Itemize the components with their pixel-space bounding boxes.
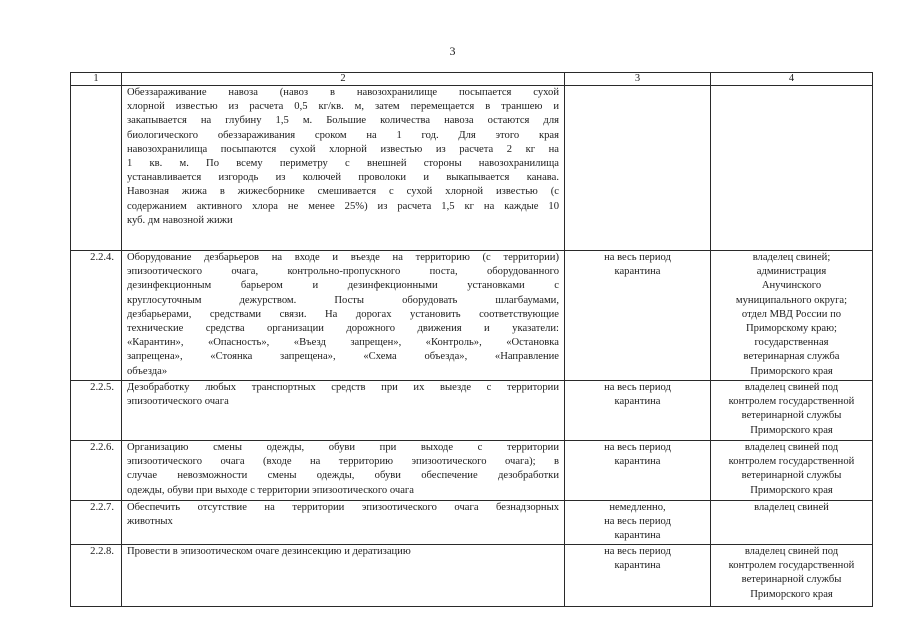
period-line: карантина (614, 266, 661, 278)
responsible-line: владелец свиней под (744, 382, 839, 393)
period-line: карантина (614, 560, 661, 572)
text-line: Навозная жижа в жижесборнике смешивается с сухой хлорной известью (с (127, 186, 559, 198)
responsible-line: владелец свиней; (752, 252, 831, 263)
text-line: Провести в эпизоотическом очаге дезинсекцию и дератизацию (127, 546, 411, 557)
responsible-line: Анучинского (761, 280, 822, 292)
responsible-line: муниципального округа; (735, 294, 848, 306)
responsible-cell (711, 381, 873, 441)
measure-text (122, 501, 565, 545)
table-row (71, 251, 873, 381)
column-header: 4 (711, 73, 873, 86)
period-line: на весь период (604, 516, 671, 528)
table-row (71, 86, 873, 251)
measure-text (122, 86, 565, 251)
measure-text (122, 381, 565, 441)
text-line: животных (127, 516, 173, 528)
period-line: карантина (614, 396, 661, 408)
responsible-line: Приморскому краю; (746, 323, 837, 335)
item-number: 2.2.6. (71, 441, 122, 501)
text-line: Дезобработку любых транспортных средств при их выезде с территории (127, 382, 559, 393)
table-row (71, 545, 873, 607)
responsible-line: Приморского края (750, 588, 833, 600)
responsible-line: владелец свиней под (744, 546, 839, 557)
column-header: 1 (71, 73, 122, 86)
responsible-line: владелец свиней под (744, 442, 839, 453)
responsible-line: ветеринарной службы (741, 574, 842, 586)
text-line: Обеспечить отсутствие на территории эпизоотического очага безнадзорных (127, 502, 559, 513)
table-row (71, 381, 873, 441)
table-row (71, 441, 873, 501)
responsible-cell (711, 501, 873, 545)
period-cell (565, 441, 711, 501)
responsible-line: государственная (754, 337, 829, 349)
text-line: случае невозможности смены одежды, обуви обеспечение дезобработки (127, 470, 559, 482)
responsible-line: контролем государственной (728, 396, 855, 408)
responsible-line: ветеринарной службы (741, 470, 842, 482)
item-number: 2.2.5. (71, 381, 122, 441)
page-number: 3 (449, 44, 456, 58)
responsible-line: администрация (756, 266, 827, 278)
text-line: биологического обеззараживания сроком на 1 год. Для этого края (127, 129, 559, 141)
responsible-line: контролем государственной (728, 560, 855, 572)
text-line: «Карантин», «Опасность», «Въезд запрещен», «Контроль», «Остановка (127, 337, 559, 349)
period-cell (565, 86, 711, 251)
period-line: на весь период (604, 252, 671, 263)
responsible-cell (711, 545, 873, 607)
period-line: на весь период (604, 442, 671, 453)
responsible-cell (711, 251, 873, 381)
column-header: 3 (565, 73, 711, 86)
measure-text (122, 545, 565, 607)
measures-table (70, 72, 873, 607)
period-line: карантина (614, 456, 661, 468)
item-number: 2.2.4. (71, 251, 122, 381)
period-cell (565, 251, 711, 381)
responsible-line: Приморского края (750, 365, 833, 377)
measure-text (122, 251, 565, 381)
text-line: объезда» (127, 365, 168, 377)
responsible-line: Приморского края (750, 424, 833, 436)
text-line: навозохранилища посыпаются сухой хлорной известью из расчета 2 кг на (127, 143, 559, 155)
item-number: 2.2.7. (71, 501, 122, 545)
text-line: 1 кв. м. По всему периметру с внешней стороны навозохранилища (127, 158, 559, 170)
responsible-line: владелец свиней (754, 502, 829, 513)
text-line: хлорной известью из расчета 0,5 кг/кв. м, затем перемещается в траншею и (127, 101, 559, 113)
text-line: Организацию смены одежды, обуви при выходе с территории (127, 442, 559, 453)
responsible-line: ветеринарная служба (743, 351, 840, 363)
text-line: содержанием активного хлора не менее 25%) из расчета 1,5 кг на каждые 10 (127, 200, 559, 212)
text-line: куб. дм навозной жижи (127, 214, 233, 226)
text-line: круглосуточным дежурством. Посты оборудовать шлагбаумами, (127, 294, 559, 306)
text-line: устанавливается изгородь из колючей проволоки и выкапывается канава. (127, 172, 559, 184)
period-cell (565, 381, 711, 441)
period-line: немедленно, (609, 502, 666, 513)
column-header: 2 (122, 73, 565, 86)
responsible-line: контролем государственной (728, 456, 855, 468)
responsible-line: ветеринарной службы (741, 410, 842, 422)
period-line: на весь период (604, 546, 671, 557)
responsible-line: Приморского края (750, 484, 833, 496)
period-cell (565, 545, 711, 607)
item-number: 2.2.8. (71, 545, 122, 607)
text-line: Оборудование дезбарьеров на входе и въезде на территорию (с территории) (127, 252, 559, 263)
text-line: эпизоотического очага (входе на территорию эпизоотического очага); в (127, 456, 559, 468)
text-line: закапывается на глубину 1,5 м. Большие количества навоза остаются для (127, 115, 559, 127)
text-line: дезинфекционным барьером и дезинфекционными установками с (127, 280, 559, 292)
table-row (71, 501, 873, 545)
table-header-row (71, 73, 873, 86)
text-line: эпизоотического очага, контрольно-пропускного поста, оборудованного (127, 266, 559, 278)
item-number (71, 86, 122, 251)
responsible-line: отдел МВД России по (741, 308, 842, 320)
text-line: одежды, обуви при выходе с территории эпизоотического очага (127, 484, 414, 496)
measure-text (122, 441, 565, 501)
period-cell (565, 501, 711, 545)
period-line: на весь период (604, 382, 671, 393)
responsible-cell (711, 86, 873, 251)
text-line: Обеззараживание навоза (навоз в навозохранилище посыпается сухой (127, 87, 559, 98)
text-line: эпизоотического очага (127, 396, 229, 408)
period-line: карантина (614, 530, 661, 542)
text-line: запрещена», «Стоянка запрещена», «Схема объезда», «Направление (127, 351, 559, 363)
text-line: технические средства организации дорожного движения и указатели: (127, 323, 559, 335)
responsible-cell (711, 441, 873, 501)
text-line: дезбарьерами, средствами связи. На дорогах установить соответствующие (127, 308, 559, 320)
